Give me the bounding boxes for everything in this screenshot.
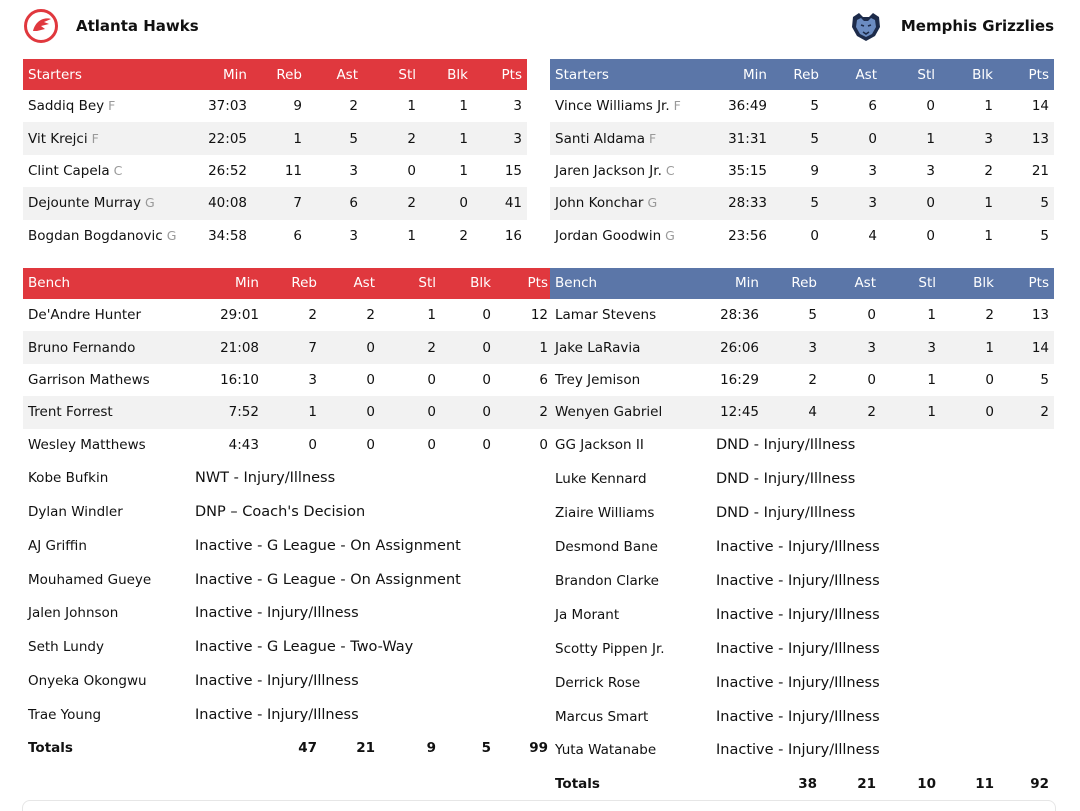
stat-blk: 2	[459, 227, 468, 244]
col-pts-header[interactable]: Pts	[999, 268, 1054, 299]
stat-min: 26:06	[704, 331, 764, 363]
col-pts-header[interactable]: Pts	[496, 268, 553, 299]
stat-reb: 1	[252, 122, 307, 154]
away-starters-table	[550, 59, 1054, 252]
inactive-row[interactable]	[550, 632, 1054, 666]
stat-blk: 0	[985, 371, 994, 388]
grizzlies-logo-icon	[849, 9, 883, 43]
totals-stl: 9	[426, 740, 436, 757]
player-status: Inactive - G League - On Assignment	[195, 537, 461, 554]
table-row[interactable]	[550, 187, 1054, 219]
away-boxscore	[550, 59, 1054, 800]
totals-blk: 11	[975, 775, 994, 792]
home-boxscore	[23, 59, 548, 764]
player-name[interactable]: Saddiq Bey	[28, 98, 105, 115]
player-name[interactable]: AJ Griffin	[28, 537, 87, 554]
starters-header: Starters	[550, 59, 720, 90]
col-min-header[interactable]: Min	[193, 59, 252, 90]
table-row[interactable]	[23, 122, 527, 154]
table-row[interactable]	[23, 155, 527, 187]
stat-pts: 13	[1031, 307, 1049, 324]
stat-ast: 2	[349, 98, 358, 115]
stat-reb: 5	[772, 187, 824, 219]
stat-stl: 1	[882, 122, 940, 154]
inactive-row[interactable]	[23, 563, 553, 597]
stat-reb: 5	[810, 98, 819, 115]
player-name[interactable]: Scotty Pippen Jr.	[555, 640, 665, 657]
totals-pts: 99	[529, 740, 548, 757]
player-name[interactable]: Desmond Bane	[555, 539, 658, 556]
player-position: G	[145, 195, 155, 211]
stat-blk: 0	[441, 396, 496, 428]
stat-blk: 0	[482, 371, 491, 388]
stat-reb: 1	[264, 396, 322, 428]
stat-ast: 0	[867, 307, 876, 324]
player-name[interactable]: Santi Aldama	[555, 130, 645, 147]
home-team-header[interactable]	[24, 0, 199, 52]
col-blk-header[interactable]: Blk	[941, 268, 999, 299]
stat-stl: 0	[427, 371, 436, 388]
stat-blk: 1	[984, 227, 993, 244]
totals-reb: 38	[798, 775, 817, 792]
stat-stl: 0	[407, 162, 416, 179]
player-position: G	[166, 227, 177, 243]
stat-min: 16:10	[220, 371, 259, 388]
stat-pts: 5	[998, 187, 1054, 219]
inactive-row[interactable]	[23, 698, 553, 732]
table-row[interactable]	[550, 155, 1054, 187]
col-stl-header[interactable]: Stl	[881, 268, 941, 299]
inactive-row[interactable]	[550, 530, 1054, 564]
stat-min: 16:29	[720, 371, 759, 388]
player-position: F	[108, 98, 116, 114]
stat-stl: 1	[407, 227, 416, 244]
stat-reb: 7	[264, 331, 322, 363]
table-row[interactable]	[23, 187, 527, 219]
inactive-row[interactable]	[23, 596, 553, 630]
stat-min: 26:52	[208, 162, 247, 179]
player-name[interactable]: Luke Kennard	[555, 471, 647, 488]
stat-min: 23:56	[728, 227, 767, 244]
stat-blk: 0	[482, 307, 491, 324]
table-row[interactable]	[23, 299, 553, 331]
stat-reb: 2	[808, 371, 817, 388]
stat-min: 35:15	[728, 162, 767, 179]
table-row[interactable]	[23, 331, 553, 363]
stat-min: 4:43	[228, 436, 259, 453]
totals-reb: 47	[298, 740, 317, 757]
col-blk-header[interactable]: Blk	[441, 268, 496, 299]
table-row[interactable]	[550, 122, 1054, 154]
player-name[interactable]: Ja Morant	[555, 606, 620, 623]
player-position: G	[647, 195, 658, 211]
player-position: G	[665, 227, 675, 243]
player-status: Inactive - Injury/Illness	[716, 708, 880, 725]
stat-blk: 1	[941, 331, 999, 363]
stat-reb: 11	[284, 162, 302, 179]
stat-stl: 1	[927, 307, 936, 324]
player-name[interactable]: Bruno Fernando	[23, 331, 183, 363]
player-cell[interactable]	[550, 90, 720, 122]
stat-reb: 3	[764, 331, 822, 363]
stat-pts: 5	[1040, 227, 1049, 244]
player-status: DND - Injury/Illness	[716, 505, 856, 522]
stat-pts: 21	[1031, 162, 1049, 179]
player-name[interactable]: Jaren Jackson Jr.	[555, 162, 662, 179]
player-name[interactable]: Ziaire Williams	[555, 505, 655, 522]
player-name[interactable]: De'Andre Hunter	[28, 307, 142, 324]
stat-blk: 0	[441, 331, 496, 363]
stat-ast: 0	[322, 396, 380, 428]
player-name[interactable]: Wesley Matthews	[28, 436, 146, 453]
col-stl-header[interactable]: Stl	[363, 59, 421, 90]
stat-blk: 3	[940, 122, 998, 154]
inactive-row[interactable]	[23, 529, 553, 563]
col-ast-header[interactable]: Ast	[824, 59, 882, 90]
player-status: Inactive - Injury/Illness	[716, 573, 880, 590]
stat-min: 28:33	[720, 187, 772, 219]
inactive-row[interactable]	[23, 630, 553, 664]
stat-blk: 0	[482, 436, 491, 453]
stat-ast: 6	[868, 98, 877, 115]
stat-blk: 1	[459, 162, 468, 179]
player-name[interactable]: Onyeka Okongwu	[28, 673, 147, 690]
inactive-row[interactable]	[550, 462, 1054, 496]
home-team-name: Atlanta Hawks	[76, 17, 199, 35]
stat-ast: 3	[822, 331, 881, 363]
stat-stl: 0	[926, 227, 935, 244]
player-name[interactable]: Bogdan Bogdanovic	[28, 227, 163, 244]
player-name[interactable]: Trent Forrest	[23, 396, 183, 428]
player-name[interactable]: Clint Capela	[28, 162, 110, 179]
stat-ast: 4	[868, 227, 877, 244]
stat-min: 34:58	[208, 227, 247, 244]
player-name[interactable]: Derrick Rose	[555, 674, 641, 691]
stat-blk: 0	[421, 187, 473, 219]
table-row[interactable]	[23, 90, 527, 122]
player-name[interactable]: Yuta Watanabe	[555, 742, 657, 759]
stat-stl: 0	[427, 436, 436, 453]
col-ast-header[interactable]: Ast	[307, 59, 363, 90]
stat-reb: 4	[764, 396, 822, 428]
stat-ast: 3	[349, 227, 358, 244]
col-reb-header[interactable]: Reb	[252, 59, 307, 90]
stat-stl: 3	[881, 331, 941, 363]
player-name[interactable]: Jordan Goodwin	[555, 227, 662, 244]
stat-stl: 1	[881, 396, 941, 428]
stat-blk: 1	[459, 98, 468, 115]
stat-stl: 0	[882, 187, 940, 219]
stat-pts: 2	[496, 396, 553, 428]
stat-pts: 3	[473, 122, 527, 154]
stat-reb: 9	[293, 98, 302, 115]
stat-stl: 1	[407, 98, 416, 115]
player-status: Inactive - G League - On Assignment	[195, 571, 461, 588]
player-status: Inactive - Injury/Illness	[716, 606, 880, 623]
stat-pts: 14	[1031, 98, 1049, 115]
player-name[interactable]: Lamar Stevens	[555, 307, 657, 324]
player-name[interactable]: GG Jackson II	[555, 437, 644, 454]
stat-pts: 16	[504, 227, 522, 244]
player-cell[interactable]	[23, 122, 193, 154]
stat-ast: 0	[322, 331, 380, 363]
player-name[interactable]: Seth Lundy	[28, 639, 104, 656]
player-status: Inactive - Injury/Illness	[195, 605, 359, 622]
player-name[interactable]: Dejounte Murray	[28, 195, 142, 212]
inactive-row[interactable]	[550, 429, 1054, 463]
player-status: Inactive - Injury/Illness	[716, 674, 880, 691]
stat-reb: 3	[308, 371, 317, 388]
player-name[interactable]: Garrison Mathews	[28, 371, 150, 388]
player-name[interactable]: Wenyen Gabriel	[550, 396, 704, 428]
col-min-header[interactable]: Min	[704, 268, 764, 299]
table-header-row	[23, 268, 553, 299]
table-row[interactable]	[23, 429, 553, 461]
stat-reb: 0	[308, 436, 317, 453]
player-cell[interactable]	[23, 90, 193, 122]
stat-ast: 2	[366, 307, 375, 324]
col-ast-header[interactable]: Ast	[822, 268, 881, 299]
col-stl-header[interactable]: Stl	[882, 59, 940, 90]
player-name[interactable]: Trae Young	[28, 707, 102, 724]
totals-label: Totals	[555, 775, 600, 792]
player-cell[interactable]	[23, 155, 193, 187]
table-row[interactable]	[23, 396, 553, 428]
table-row[interactable]	[550, 90, 1054, 122]
col-min-header[interactable]: Min	[720, 59, 772, 90]
player-name[interactable]: Vit Krejci	[28, 130, 88, 147]
stat-pts: 3	[513, 98, 522, 115]
stat-reb: 6	[293, 227, 302, 244]
player-position: F	[673, 98, 681, 114]
stat-reb: 7	[252, 187, 307, 219]
stat-min: 37:03	[208, 98, 247, 115]
stat-stl: 2	[363, 187, 421, 219]
col-stl-header[interactable]: Stl	[380, 268, 441, 299]
player-name[interactable]: Kobe Bufkin	[28, 469, 109, 486]
table-row[interactable]	[550, 396, 1054, 428]
inactive-row[interactable]	[550, 700, 1054, 734]
starters-header: Starters	[23, 59, 193, 90]
player-name[interactable]: Jake LaRavia	[550, 331, 704, 363]
player-name[interactable]: Vince Williams Jr.	[555, 98, 670, 115]
stat-pts: 41	[473, 187, 527, 219]
stat-ast: 0	[366, 371, 375, 388]
totals-row	[550, 767, 1054, 799]
col-reb-header[interactable]: Reb	[264, 268, 322, 299]
stat-ast: 0	[824, 122, 882, 154]
stat-blk: 0	[941, 396, 999, 428]
player-name[interactable]: Marcus Smart	[555, 708, 649, 725]
player-status: Inactive - Injury/Illness	[716, 539, 880, 556]
stat-min: 12:45	[704, 396, 764, 428]
stat-reb: 2	[308, 307, 317, 324]
player-cell[interactable]	[550, 187, 720, 219]
inactive-row[interactable]	[23, 664, 553, 698]
stat-blk: 1	[940, 187, 998, 219]
stat-stl: 2	[380, 331, 441, 363]
player-position: C	[113, 162, 123, 178]
table-header-row	[550, 59, 1054, 90]
player-status: DND - Injury/Illness	[716, 471, 856, 488]
stat-stl: 1	[427, 307, 436, 324]
stat-blk: 1	[984, 98, 993, 115]
totals-label: Totals	[28, 740, 73, 757]
inactive-row[interactable]	[550, 734, 1054, 768]
inactive-row[interactable]	[23, 495, 553, 529]
table-header-row	[23, 59, 527, 90]
stat-reb: 9	[810, 162, 819, 179]
stat-ast: 3	[824, 187, 882, 219]
player-name[interactable]: Brandon Clarke	[555, 573, 659, 590]
away-team-header[interactable]	[849, 0, 1054, 52]
table-row[interactable]	[550, 220, 1054, 252]
player-status: DNP – Coach's Decision	[195, 503, 366, 520]
totals-row	[23, 732, 553, 764]
player-name[interactable]: Dylan Windler	[28, 503, 123, 520]
stat-min: 29:01	[220, 307, 259, 324]
player-cell[interactable]	[550, 220, 720, 252]
table-row[interactable]	[550, 331, 1054, 363]
stat-pts: 15	[504, 162, 522, 179]
player-status: Inactive - G League - Two-Way	[195, 639, 414, 656]
stat-stl: 3	[926, 162, 935, 179]
col-reb-header[interactable]: Reb	[764, 268, 822, 299]
player-cell[interactable]	[550, 122, 720, 154]
table-row[interactable]	[23, 364, 553, 396]
table-row[interactable]	[550, 364, 1054, 396]
table-header-row	[550, 268, 1054, 299]
bench-header: Bench	[23, 268, 183, 299]
col-min-header[interactable]: Min	[183, 268, 264, 299]
totals-ast: 21	[857, 775, 876, 792]
player-name[interactable]: Jalen Johnson	[28, 605, 119, 622]
stat-stl: 1	[927, 371, 936, 388]
home-bench-table	[23, 268, 553, 764]
stat-ast: 0	[867, 371, 876, 388]
stat-pts: 2	[999, 396, 1054, 428]
col-ast-header[interactable]: Ast	[322, 268, 380, 299]
stat-pts: 0	[539, 436, 548, 453]
col-pts-header[interactable]: Pts	[473, 59, 527, 90]
player-cell[interactable]	[550, 155, 720, 187]
stat-min: 36:49	[728, 98, 767, 115]
away-bench-table	[550, 268, 1054, 800]
stat-reb: 5	[808, 307, 817, 324]
player-cell[interactable]	[23, 220, 193, 252]
stat-ast: 2	[822, 396, 881, 428]
inactive-row[interactable]	[550, 666, 1054, 700]
player-cell[interactable]	[23, 187, 193, 219]
stat-min: 22:05	[193, 122, 252, 154]
totals-ast: 21	[356, 740, 375, 757]
player-position: F	[649, 130, 657, 146]
player-status: Inactive - Injury/Illness	[716, 640, 880, 657]
stat-pts: 12	[530, 307, 548, 324]
totals-pts: 92	[1030, 775, 1049, 792]
stat-min: 28:36	[720, 307, 759, 324]
stat-ast: 5	[307, 122, 363, 154]
inactive-row[interactable]	[550, 598, 1054, 632]
stat-ast: 0	[366, 436, 375, 453]
hawks-logo-icon	[24, 9, 58, 43]
player-status: NWT - Injury/Illness	[195, 469, 336, 486]
stat-pts: 13	[998, 122, 1054, 154]
totals-blk: 5	[481, 740, 491, 757]
totals-stl: 10	[917, 775, 936, 792]
table-row[interactable]	[550, 299, 1054, 331]
away-team-name: Memphis Grizzlies	[900, 17, 1054, 35]
stat-stl: 2	[363, 122, 421, 154]
inactive-row[interactable]	[550, 564, 1054, 598]
stat-ast: 3	[349, 162, 358, 179]
bench-header: Bench	[550, 268, 704, 299]
player-position: F	[91, 130, 99, 146]
stat-pts: 14	[999, 331, 1054, 363]
inactive-row[interactable]	[550, 496, 1054, 530]
stat-min: 21:08	[183, 331, 264, 363]
stat-ast: 6	[307, 187, 363, 219]
stat-ast: 3	[868, 162, 877, 179]
player-status: Inactive - Injury/Illness	[716, 742, 880, 759]
player-position: C	[665, 162, 675, 178]
player-name[interactable]: Trey Jemison	[555, 371, 641, 388]
player-status: DND - Injury/Illness	[716, 437, 856, 454]
player-name[interactable]: John Konchar	[555, 195, 644, 212]
col-blk-header[interactable]: Blk	[421, 59, 473, 90]
stat-pts: 6	[539, 371, 548, 388]
col-pts-header[interactable]: Pts	[998, 59, 1054, 90]
stat-pts: 1	[496, 331, 553, 363]
inactive-row[interactable]	[23, 461, 553, 495]
stat-stl: 0	[926, 98, 935, 115]
player-status: Inactive - Injury/Illness	[195, 707, 359, 724]
col-reb-header[interactable]: Reb	[772, 59, 824, 90]
stat-min: 31:31	[720, 122, 772, 154]
player-name[interactable]: Mouhamed Gueye	[28, 571, 152, 588]
table-row[interactable]	[23, 220, 527, 252]
col-blk-header[interactable]: Blk	[940, 59, 998, 90]
stat-blk: 1	[421, 122, 473, 154]
player-status: Inactive - Injury/Illness	[195, 673, 359, 690]
stat-reb: 0	[810, 227, 819, 244]
stat-blk: 2	[985, 307, 994, 324]
stat-pts: 5	[1040, 371, 1049, 388]
stat-blk: 2	[984, 162, 993, 179]
totals-min	[704, 767, 764, 799]
totals-min	[183, 732, 264, 764]
home-starters-table	[23, 59, 527, 252]
stat-min: 7:52	[183, 396, 264, 428]
stat-reb: 5	[772, 122, 824, 154]
next-card	[22, 800, 1056, 811]
stat-stl: 0	[380, 396, 441, 428]
stat-min: 40:08	[193, 187, 252, 219]
